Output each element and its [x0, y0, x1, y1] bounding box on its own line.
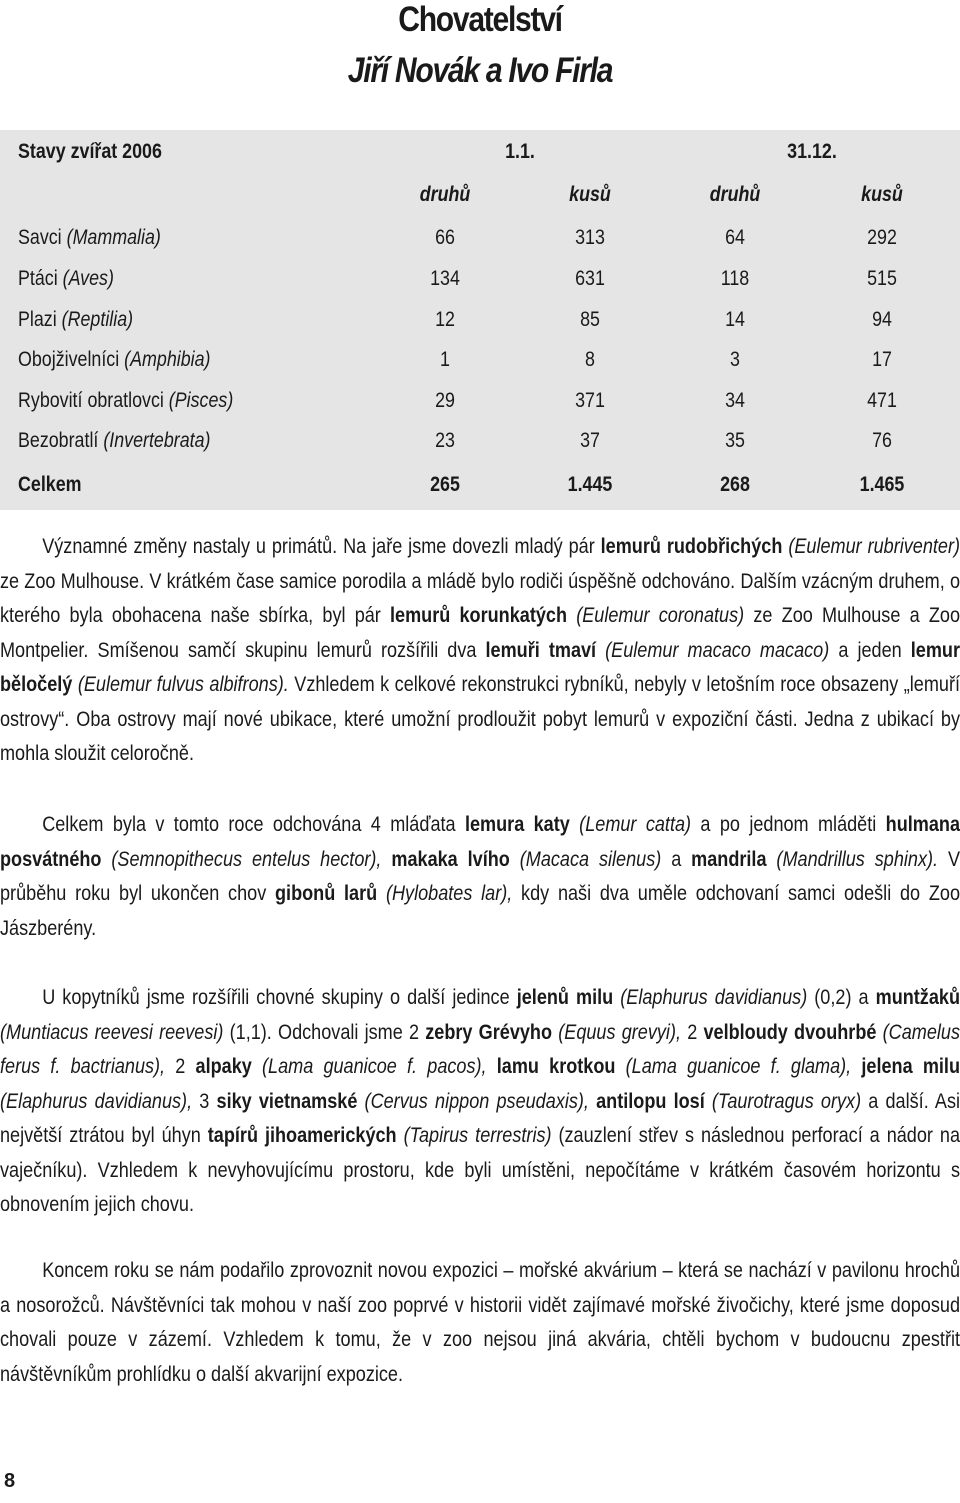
total-value: 265: [430, 473, 460, 496]
species-name: antilopu losí: [596, 1089, 705, 1113]
date-end: 31.12.: [787, 140, 837, 163]
table-row: [0, 421, 960, 461]
animal-stats-table: [0, 130, 960, 510]
species-name: jelenů milu: [516, 986, 614, 1009]
cell-value: 631: [575, 267, 605, 290]
text-run: a další. Asi největší ztrátou byl úhyn: [0, 1089, 960, 1147]
text-run: (zauzlení střev s následnou perforací a nádor na vaječníku). Vzhledem k nevyhovujícímu prostoru, kde byli umístěni, nepočítáme v krátkém časovém horizontu s obnovením jejich chovu.: [0, 1124, 960, 1216]
species-name: zebry Grévyho: [425, 1020, 553, 1044]
species-name: velbloudy dvouhrbé: [703, 1020, 877, 1044]
species-name: mandrila: [691, 847, 767, 871]
cell-value: 134: [430, 267, 460, 290]
row-label: Rybovití obratlovci (Pisces): [18, 389, 234, 412]
species-name: lemura katy: [464, 813, 570, 836]
cell-value: 29: [435, 389, 455, 412]
species-name: lemurů rudobřichých: [600, 535, 783, 558]
table-subheader-row: [0, 175, 960, 215]
cell-value: 1: [440, 348, 450, 371]
text-run: [705, 1090, 712, 1113]
text-run: a: [661, 847, 692, 871]
text-run: [397, 1124, 404, 1147]
latin-name: (Hylobates lar),: [385, 882, 513, 905]
species-name: lamu krotkou: [496, 1055, 616, 1078]
species-name: alpaky: [195, 1055, 252, 1078]
species-name: gibonů larů: [275, 882, 378, 905]
latin-name: (Eulemur fulvus albifrons).: [77, 673, 289, 696]
text-run: (0,2) a: [807, 986, 876, 1009]
species-name: muntžaků: [875, 986, 960, 1009]
text-run: a po jednom mláděti: [691, 813, 886, 836]
table-row: [0, 381, 960, 421]
latin-name: (Semnopithecus entelus hector),: [111, 847, 382, 871]
date-start: 1.1.: [505, 140, 535, 163]
species-name: makaka lvího: [391, 847, 510, 871]
cell-value: 76: [872, 429, 892, 452]
latin-name: (Lama guanicoe f. pacos),: [262, 1055, 487, 1078]
text-run: Celkem byla v tomto roce odchována 4 mláďata: [42, 813, 465, 836]
text-run: [487, 1055, 497, 1078]
species-name: lemuři tmaví: [485, 638, 597, 662]
table-header-row: [0, 132, 960, 172]
paragraph-primates: [0, 530, 960, 772]
text-run: [567, 604, 576, 627]
cell-value: 37: [580, 429, 600, 452]
table-row: [0, 259, 960, 299]
table-heading: Stavy zvířat 2006: [18, 140, 162, 163]
cell-value: 35: [725, 429, 745, 452]
authors: Jiří Novák a Ivo Firla: [347, 51, 613, 90]
latin-name: (Equus grevyi),: [558, 1020, 682, 1044]
text-run: [101, 848, 111, 871]
cell-value: 3: [730, 348, 740, 371]
species-name: lemur běločelý: [0, 638, 960, 696]
text-run: [767, 848, 777, 871]
page-number: 8: [4, 1470, 16, 1492]
page-title: Chovatelství: [398, 0, 562, 39]
cell-value: 292: [867, 226, 897, 249]
species-name: jelena milu: [861, 1055, 960, 1078]
cell-value: 8: [585, 348, 595, 371]
cell-value: 12: [435, 308, 455, 331]
cell-value: 66: [435, 226, 455, 249]
row-label: Savci (Mammalia): [18, 226, 161, 249]
cell-value: 371: [575, 389, 605, 412]
paragraph-breeding: [0, 808, 960, 946]
text-run: a jeden: [829, 638, 911, 662]
column-header: druhů: [419, 183, 471, 206]
total-value: 268: [720, 473, 750, 496]
latin-name: (Eulemur rubriventer): [788, 535, 960, 558]
cell-value: 64: [725, 226, 745, 249]
text-run: 2: [681, 1020, 704, 1044]
cell-value: 471: [867, 389, 897, 412]
latin-name: (Camelus ferus f. bactrianus),: [0, 1020, 960, 1078]
column-header: kusů: [569, 183, 611, 206]
cell-value: 85: [580, 308, 600, 331]
text-run: 2: [165, 1055, 196, 1078]
table-row: [0, 300, 960, 340]
cell-value: 515: [867, 267, 897, 290]
species-name: lemurů korunkatých: [390, 604, 568, 627]
paragraph-ungulates: [0, 981, 960, 1223]
text-run: U kopytníků jsme rozšířili chovné skupiny o další jedince: [42, 986, 517, 1009]
table-row: [0, 340, 960, 380]
text-run: kdy naši dva uměle odchovaní samci odešli do Zoo Jászberény.: [0, 882, 960, 940]
cell-value: 118: [720, 267, 750, 290]
latin-name: (Taurotragus oryx): [711, 1089, 862, 1113]
cell-value: 34: [725, 389, 745, 412]
latin-name: (Muntiacus reevesi reevesi): [0, 1020, 224, 1044]
text-run: 3: [192, 1089, 217, 1113]
column-header: druhů: [709, 183, 761, 206]
row-label: Plazi (Reptilia): [18, 308, 134, 331]
text-run: [570, 813, 579, 836]
text-run: Významné změny nastaly u primátů. Na jaře jsme dovezli mladý pár: [42, 535, 601, 558]
cell-value: 313: [575, 226, 605, 249]
total-value: 1.465: [859, 473, 905, 496]
latin-name: (Elaphurus davidianus): [620, 986, 808, 1009]
text-run: [252, 1055, 262, 1078]
latin-name: (Tapirus terrestris): [403, 1124, 552, 1147]
latin-name: (Cervus nippon pseudaxis),: [364, 1089, 589, 1113]
text-run: [851, 1055, 861, 1078]
latin-name: (Mandrillus sphinx).: [776, 847, 939, 871]
total-value: 1.445: [567, 473, 613, 496]
table-row: [0, 218, 960, 258]
text-run: Koncem roku se nám podařilo zprovoznit novou expozici – mořské akvárium – která se nachází v pavilonu hrochů a nosorožců. Návštěvníci tak mohou v naší zoo poprvé v historii vidět zajímavé mořské živočichy, které jsme doposud chovali pouze v zázemí. Vzhledem k tomu, že v zoo nejsou jiná akvária, chtěli bychom v budoucnu zpestřit návštěvníkům prohlídku o další akvarijní expozice.: [0, 1259, 960, 1386]
latin-name: (Elaphurus davidianus),: [0, 1089, 193, 1113]
cell-value: 17: [872, 348, 892, 371]
text-run: [596, 639, 605, 662]
latin-name: (Eulemur macaco macaco): [605, 638, 830, 662]
text-run: [377, 882, 386, 905]
species-name: siky vietnamské: [216, 1089, 358, 1113]
paragraph-aquarium: [0, 1254, 960, 1392]
total-label: Celkem: [18, 473, 82, 496]
column-header: kusů: [861, 183, 903, 206]
table-total-row: [0, 465, 960, 505]
text-run: [510, 848, 520, 871]
latin-name: (Macaca silenus): [519, 847, 662, 871]
row-label: Obojživelníci (Amphibia): [18, 348, 211, 371]
text-run: ze Zoo Mulhouse. V krátkém čase samice porodila a mládě bylo rodiči úspěšně odchováno. Dalším vzácným druhem, o kterého byla obohacena naše sbírka, byl pár: [0, 569, 960, 627]
cell-value: 14: [725, 308, 745, 331]
cell-value: 94: [872, 308, 892, 331]
latin-name: (Lama guanicoe f. glama),: [625, 1055, 852, 1078]
row-label: Bezobratlí (Invertebrata): [18, 429, 211, 452]
text-run: (1,1). Odchovali jsme 2: [223, 1020, 426, 1044]
species-name: tapírů jihoamerických: [207, 1124, 397, 1147]
text-run: Vzhledem k celkové rekonstrukci rybníků, nebyly v letošním roce obsazeny „lemuří ostrovy“. Oba ostrovy mají nové ubikace, které umožní prodloužit pobyt lemurů v expoziční části. Jedna z ubikací by mohla sloužit celoročně.: [0, 673, 960, 765]
text-run: ze Zoo Mulhouse a Zoo Montpelier. Smíšenou samčí skupinu lemurů rozšířili dva: [0, 604, 960, 662]
text-run: V průběhu roku byl ukončen chov: [0, 847, 960, 905]
cell-value: 23: [435, 429, 455, 452]
text-run: [381, 848, 391, 871]
latin-name: (Lemur catta): [579, 813, 692, 836]
latin-name: (Eulemur coronatus): [576, 604, 745, 627]
text-run: [615, 1055, 625, 1078]
species-name: hulmana posvátného: [0, 813, 960, 871]
row-label: Ptáci (Aves): [18, 267, 114, 290]
